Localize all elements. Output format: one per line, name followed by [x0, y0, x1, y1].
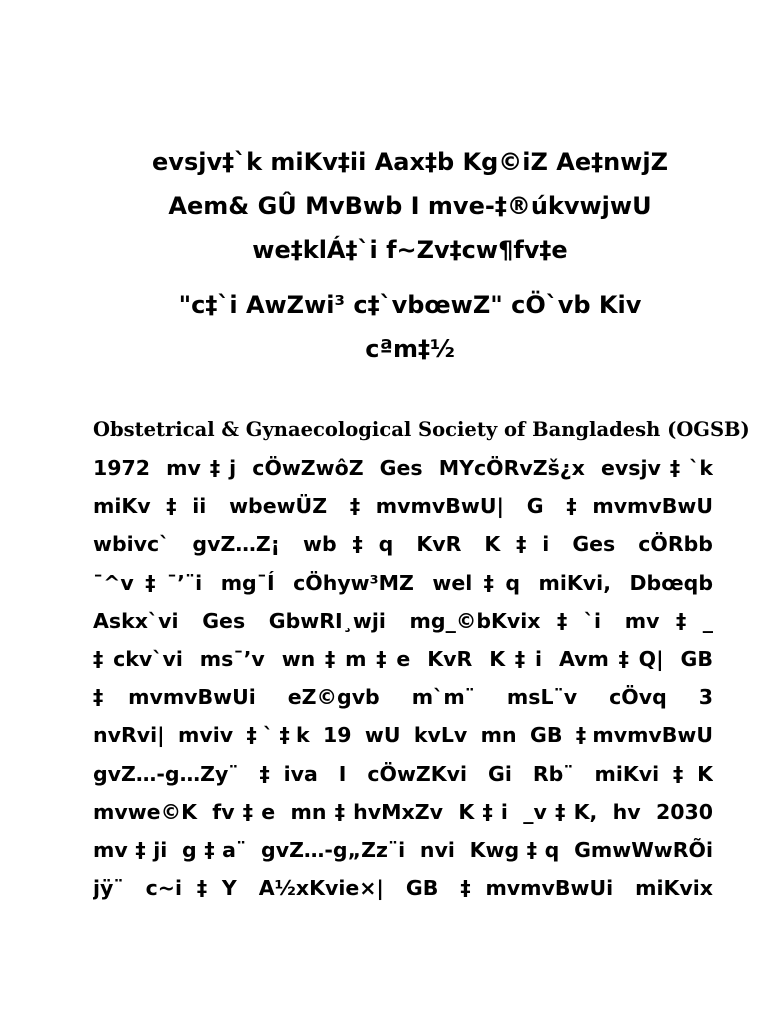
paragraph-line: ‡mvmvBwUi eZ©gvb m`m¨ msL¨v cÖvq 3: [93, 685, 713, 710]
body-paragraph: [93, 449, 713, 907]
paragraph-line: nvRvi| mviv ‡`‡k 19 wU kvLv mn GB ‡mvmvBwU: [93, 723, 713, 748]
paragraph-line: mv‡ji g‡a¨ gvZ…-g„Zz¨i nvi Kwg‡q GmwWwRÕi: [93, 837, 713, 862]
paragraph-line: gvZ…-g…Zy¨ ‡iva I cÖwZKvi Gi Rb¨ miKvi‡K: [93, 761, 713, 786]
title-line: Aem& GÛ MvBwb I mve-‡®úkvwjwU: [168, 192, 652, 220]
paragraph-line: 1972 mv‡j cÖwZwôZ Ges MYcÖRvZš¿x evsjv‡`k: [93, 456, 713, 480]
paragraph-line: miKv‡ii wbewÜZ ‡mvmvBwU| G ‡mvmvBwU: [93, 494, 713, 519]
subtitle-line: "c‡`i AwZwi³ c‡`vbœwZ" cÖ`vb Kiv: [178, 291, 642, 319]
document-subtitle: [80, 283, 740, 371]
paragraph-line: mvwe©K fv‡e mn‡hvMxZv K‡i _v‡K, hv 2030: [93, 799, 713, 824]
paragraph-line: jÿ¨ c~i‡Y A½xKvie×| GB ‡mvmvBwUi miKvix: [93, 876, 713, 901]
title-line: we‡klÁ‡`i f~Zv‡cw¶fv‡e: [252, 236, 568, 264]
paragraph-line: ¯^v‡¯’¨i mg¯Í cÖhyw³MZ wel‡q miKvi, Dbœqb: [93, 570, 713, 595]
subtitle-line: cªm‡½: [365, 335, 455, 363]
organization-name: Obstetrical & Gynaecological Society of Bangladesh (OGSB): [93, 418, 750, 441]
paragraph-line: ‡ckv`vi ms¯’v wn‡m‡e KvR K‡i Avm‡Q| GB: [93, 646, 713, 671]
title-line: evsjv‡`k miKv‡ii Aax‡b Kg©iZ Ae‡nwjZ: [152, 148, 668, 176]
paragraph-line: wbivc` gvZ…Z¡ wb‡q KvR K‡i Ges cÖRbb: [93, 532, 713, 557]
document-title: [80, 140, 740, 272]
paragraph-line: Askx`vi Ges GbwRI¸wji mg_©bKvix‡`i mv‡_: [93, 608, 713, 633]
